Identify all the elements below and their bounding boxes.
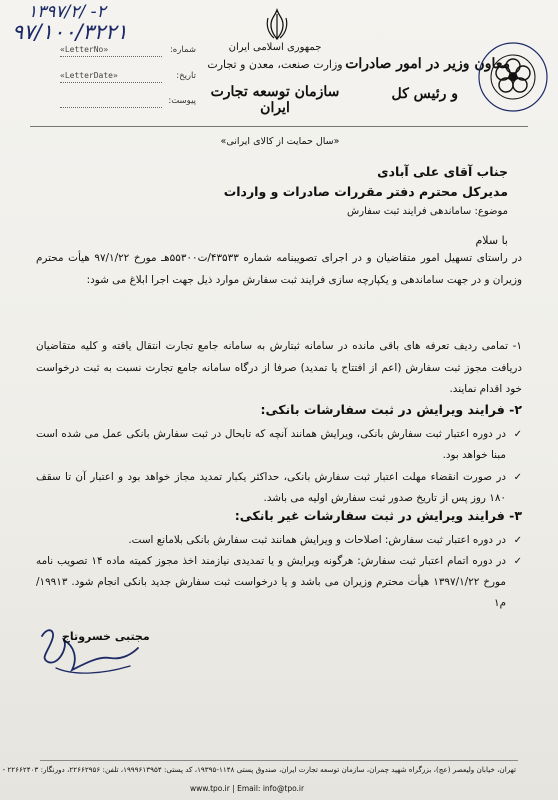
footer-address: تهران، خیابان ولیعصر (عج)، بزرگراه شهید چمران، سازمان توسعه تجارت ایران، صندوق پستی ۱۱۴۸-۱۹۳۹۵، کد پستی: ۱۹۹۹۶۱۳۹۵۴، تلفن: ۲۲۶۶۲۹۵۶، دورنگار: ۲۲۶۶۲۴۰۳ - <box>2 765 516 774</box>
attachment-label: پیوست: <box>168 96 196 106</box>
letter-date-value: «LetterDate» <box>60 71 118 80</box>
republic-title: جمهوری اسلامی ایران <box>228 42 322 53</box>
tpo-logo-seal-icon <box>476 40 550 114</box>
item-1-paragraph: ۱- تمامی ردیف تعرفه های باقی مانده در سامانه ثبتارش به سامانه جامع تجارت انتقال یافته و کلیه متقاضیان دریافت مجوز ثبت سفارش (اعم از افتتاح یا تمدید) صرفا از درگاه سامانه جامع تجارت نسبت به ثبت درخواست خود اقدام نمایند. <box>36 340 522 395</box>
field-line <box>60 82 162 83</box>
signatory-name: مجتبی خسروتاج <box>62 630 150 643</box>
greeting: با سلام <box>475 234 508 247</box>
footer-web-email: www.tpo.ir | Email: info@tpo.ir <box>190 784 305 793</box>
field-line <box>60 56 162 57</box>
handwritten-letter-number: ۹۷/۱۰۰/۳۲۲۱ <box>12 20 128 44</box>
section-3-title: ۳- فرایند ویرایش در ثبت سفارشات غیر بانکی: <box>234 508 522 523</box>
list-item-text: در دوره اعتبار ثبت سفارش: اصلاحات و ویرایش همانند ثبت سفارش بانکی بلامانع است. <box>128 534 506 546</box>
checkmark-icon: ✓ <box>513 429 522 440</box>
list-item-text: در صورت انقضاء مهلت اعتبار ثبت سفارش بانکی، حداکثر یکبار تمدید مجاز خواهد بود و اعتبار آن تا سقف ۱۸۰ روز پس از تاریخ صدور ثبت سفارش اولیه می باشد. <box>36 471 506 504</box>
letter-number-field <box>60 45 196 58</box>
iran-emblem-icon <box>262 8 292 42</box>
letter-subject: موضوع: ساماندهی فرایند ثبت سفارش <box>347 206 508 217</box>
letter-number-value: «LetterNo» <box>60 45 109 54</box>
checkmark-icon: ✓ <box>513 556 522 567</box>
header-divider <box>30 126 528 127</box>
addressee-name: جناب آقای علی آبادی <box>377 164 508 179</box>
list-item <box>36 424 522 466</box>
organization-title: سازمان توسعه تجارت ایران <box>210 84 340 116</box>
attachment-field <box>60 96 196 109</box>
addressee-title: مدیرکل محترم دفتر مقررات صادرات و واردات <box>223 184 508 199</box>
section-2-title: ۲- فرایند ویرایش در ثبت سفارشات بانکی: <box>260 402 522 417</box>
list-item <box>36 467 522 509</box>
deputy-title: معاون وزیر در امور صادرات <box>345 56 510 72</box>
ministry-title: وزارت صنعت، معدن و تجارت <box>207 58 343 71</box>
list-item-text: در دوره اتمام اعتبار ثبت سفارش: هرگونه ویرایش و یا تمدیدی نیازمند اخذ مجوز کمیته ماده ۱۴ تصویب نامه مورخ ۱۳۹۷/۱/۲۲ هیأت محترم وزیران می باشد و یا درخواست ثبت سفارش جدید بانکی انجام شود. ۱۹۹۱۳/م۱ <box>36 555 506 609</box>
list-item <box>36 530 522 551</box>
letter-date-label: تاریخ: <box>176 71 196 81</box>
intro-paragraph: در راستای تسهیل امور متقاضیان و در اجرای تصویبنامه شماره ۴۳۵۳۳/ت۵۵۳۰۰هـ مورخ ۹۷/۱/۲۲ هیأت محترم وزیران و در جهت ساماندهی و یکپارچه سازی فرایند ثبت سفارش موارد ذیل جهت اجرا ابلاغ می شود: <box>36 252 522 286</box>
list-item-text: در دوره اعتبار ثبت سفارش بانکی، ویرایش همانند آنچه که تابحال در ثبت سفارش بانکی عمل می شده است مبنا خواهد بود. <box>36 428 506 461</box>
list-item <box>36 551 522 614</box>
checkmark-icon: ✓ <box>513 535 522 546</box>
field-line <box>60 107 162 108</box>
letter-number-label: شماره: <box>169 45 196 55</box>
handwritten-signature <box>34 618 144 688</box>
checkmark-icon: ✓ <box>513 472 522 483</box>
deputy-title-line2: و رئیس کل <box>391 86 458 102</box>
handwritten-date: ۱۳۹۷/۲/ -۲ <box>28 2 106 22</box>
letter-date-field <box>60 71 196 84</box>
year-slogan: «سال حمایت از کالای ایرانی» <box>220 136 340 147</box>
footer-divider <box>40 760 518 761</box>
